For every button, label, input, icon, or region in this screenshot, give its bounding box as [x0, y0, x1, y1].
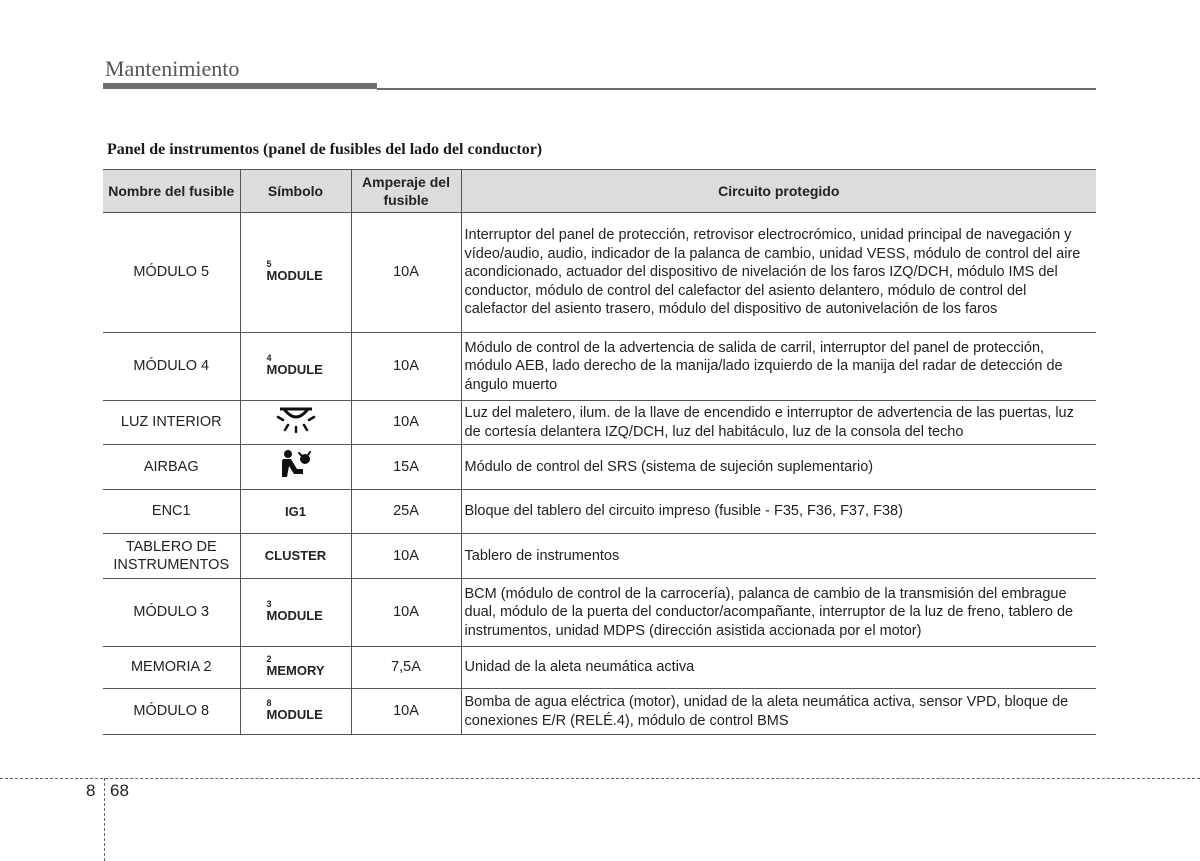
table-row [103, 647, 1096, 689]
fuse-symbol [240, 647, 351, 689]
fuse-circuit: Tablero de instrumentos [464, 547, 620, 564]
fuse-amperage: 10A [351, 333, 461, 401]
symbol-number: 4 [266, 353, 272, 364]
fuse-amperage: 7,5A [351, 647, 461, 689]
fuse-amperage: 15A [351, 445, 461, 490]
footer-vertical-divider [104, 778, 105, 861]
fuse-circuit: Bloque del tablero del circuito impreso (fusible - F35, F36, F37, F38) [464, 503, 903, 520]
fuse-circuit: Bomba de agua eléctrica (motor), unidad de la aleta neumática activa, sensor VPD, bloque de conexiones E/R (RELÉ.4), módulo de control BMS [464, 694, 1069, 729]
header-fuse-name: Nombre del fusible [103, 170, 240, 213]
fuse-symbol [240, 490, 351, 534]
symbol-number: 8 [266, 698, 272, 709]
table-row [103, 401, 1096, 445]
fuse-amperage: 10A [351, 579, 461, 647]
fuse-name: AIRBAG [103, 445, 240, 490]
airbag-icon [279, 449, 313, 479]
header-rule [377, 88, 1096, 90]
fuse-symbol [240, 445, 351, 490]
section-title: Panel de instrumentos (panel de fusibles del lado del conductor) [107, 141, 543, 158]
table-row [103, 490, 1096, 534]
table-row [103, 333, 1096, 401]
fuse-circuit: Módulo de control de la advertencia de salida de carril, interruptor del panel de protección, módulo AEB, lado derecho de la manija/lado izquierdo de la manija del radar de detección de ángulo muerto [464, 339, 1063, 393]
fuse-name: ENC1 [103, 490, 240, 534]
symbol-label: MODULE [266, 268, 323, 284]
symbol-label: IG1 [285, 504, 306, 520]
fuse-symbol [240, 579, 351, 647]
page-header-title: Mantenimiento [105, 56, 240, 81]
header-circuit: Circuito protegido [461, 170, 1096, 213]
symbol-label: MEMORY [266, 663, 325, 679]
fuse-symbol [240, 401, 351, 445]
symbol-label: MODULE [266, 608, 323, 624]
fuse-circuit: Módulo de control del SRS (sistema de sujeción suplementario) [464, 458, 874, 475]
symbol-number: 5 [266, 259, 272, 270]
symbol-label: MODULE [266, 362, 323, 378]
fuse-table [103, 169, 1096, 735]
fuse-amperage: 10A [351, 689, 461, 735]
interior-light-icon [274, 405, 318, 435]
page-section-number: 8 [86, 781, 96, 800]
table-row [103, 689, 1096, 735]
fuse-name: MÓDULO 8 [103, 689, 240, 735]
fuse-name: LUZ INTERIOR [103, 401, 240, 445]
fuse-circuit: BCM (módulo de control de la carrocería), palanca de cambio de la transmisión del embrague dual, módulo de la puerta del conductor/acompañante, interruptor de la luz de freno, tablero de instrumentos, unidad MDPS (dirección asistida accionada por el motor) [464, 585, 1074, 639]
fuse-amperage: 10A [351, 401, 461, 445]
symbol-number: 3 [266, 599, 272, 610]
fuse-symbol [240, 534, 351, 579]
table-row [103, 445, 1096, 490]
page-number: 68 [110, 781, 129, 800]
fuse-symbol [240, 689, 351, 735]
fuse-name: TABLERO DE INSTRUMENTOS [103, 534, 240, 579]
fuse-name: MÓDULO 3 [103, 579, 240, 647]
symbol-number: 2 [266, 654, 272, 665]
fuse-circuit: Luz del maletero, ilum. de la llave de encendido e interruptor de advertencia de las puertas, luz de cortesía delantera IZQ/DCH, luz del habitáculo, luz de la consola del techo [464, 405, 1074, 440]
fuse-circuit: Unidad de la aleta neumática activa [464, 659, 695, 676]
fuse-symbol [240, 333, 351, 401]
table-header-row [103, 170, 1096, 213]
fuse-name: MEMORIA 2 [103, 647, 240, 689]
header-bar [103, 83, 377, 89]
footer-divider [0, 778, 1200, 779]
fuse-amperage: 10A [351, 534, 461, 579]
fuse-name: MÓDULO 5 [103, 213, 240, 333]
header-symbol: Símbolo [240, 170, 351, 213]
symbol-label: MODULE [266, 707, 323, 723]
fuse-amperage: 25A [351, 490, 461, 534]
fuse-name: MÓDULO 4 [103, 333, 240, 401]
header-amperage: Amperaje del fusible [351, 170, 461, 213]
symbol-label: CLUSTER [264, 547, 327, 563]
fuse-circuit: Interruptor del panel de protección, retrovisor electrocrómico, unidad principal de navegación y vídeo/audio, audio, indicador de la palanca de cambio, unidad VESS, módulo de control del aire acondicionado, actuador del dispositivo de nivelación de los faros IZQ/DCH, módulo IMS del conductor, módulo de control del calefactor del asiento delantero, módulo de control del calefactor del asiento trasero, módulo del dispositivo de autonivelación de los faros [464, 227, 1081, 318]
table-row [103, 213, 1096, 333]
table-row [103, 534, 1096, 579]
fuse-amperage: 10A [351, 213, 461, 333]
fuse-symbol [240, 213, 351, 333]
table-row [103, 579, 1096, 647]
